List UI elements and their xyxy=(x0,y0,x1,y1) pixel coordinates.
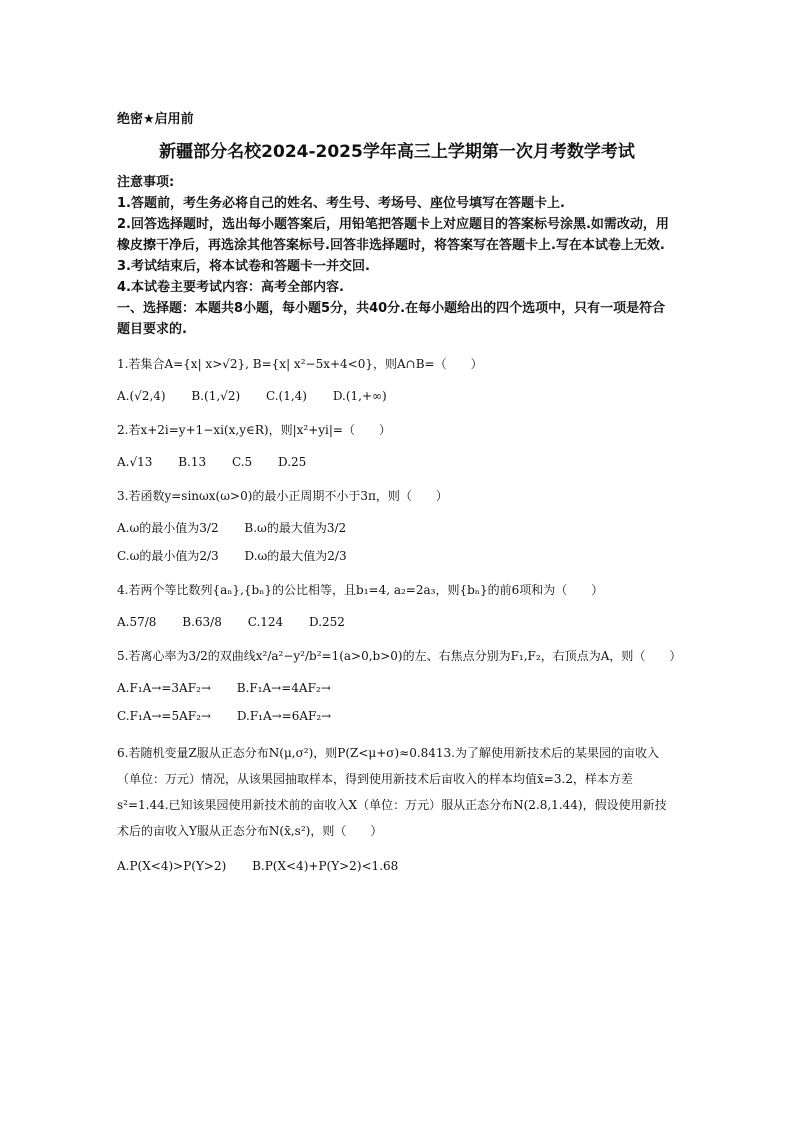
option-a: A.P(X<4)>P(Y>2) xyxy=(117,859,227,873)
question-6: 6.若随机变量Z服从正态分布N(μ,σ²)，则P(Z<μ+σ)≈0.8413.为了解使用新技术后的某果园的亩收入（单位：万元）情况，从该果园抽取样本，得到使用新技术后亩收入的样本均值x̄=3.2，样本方差s²=1.44.已知该果园使用新技术前的亩收入X（单位：万元）服从正态分布N(2.8,1.44)，假设使用新技术后的亩收入Y服从正态分布N(x̄,s²)，则（ ） xyxy=(117,746,667,838)
question-5-options-cd xyxy=(117,706,677,726)
option-a: A.F₁A→=3AF₂→ xyxy=(117,681,211,695)
question-3-options-ab xyxy=(117,518,677,538)
option-a: A.ω的最小值为3/2 xyxy=(117,521,219,535)
secret-label: 绝密★启用前 xyxy=(117,112,194,127)
note-3: 3.考试结束后，将本试卷和答题卡一并交回. xyxy=(117,259,370,274)
question-5-options-ab xyxy=(117,678,677,698)
option-a: A.√13 xyxy=(117,455,153,469)
question-1-options xyxy=(117,386,677,406)
note-1: 1.答题前，考生务必将自己的姓名、考生号、考场号、座位号填写在答题卡上. xyxy=(117,196,565,211)
section-heading: 一、选择题：本题共8小题，每小题5分，共40分.在每小题给出的四个选项中，只有一项是符合题目要求的. xyxy=(117,301,666,337)
option-d: D.25 xyxy=(278,455,307,469)
option-c: C.124 xyxy=(247,615,284,629)
option-b: B.P(X<4)+P(Y>2)<1.68 xyxy=(252,859,399,873)
question-6-options xyxy=(117,856,677,876)
option-a: A.(√2,4) xyxy=(117,389,166,403)
option-b: B.13 xyxy=(178,455,207,469)
option-c: C.F₁A→=5AF₂→ xyxy=(117,709,211,723)
option-c: C.ω的最小值为2/3 xyxy=(117,549,219,563)
question-2: 2.若x+2i=y+1−xi(x,y∈R)，则|x²+yi|=（ ） xyxy=(117,423,391,437)
option-d: D.F₁A→=6AF₂→ xyxy=(236,709,332,723)
exam-content xyxy=(117,108,682,876)
question-3: 3.若函数y=sinωx(ω>0)的最小正周期不小于3π，则（ ） xyxy=(117,489,448,503)
option-d: D.252 xyxy=(309,615,345,629)
option-b: B.F₁A→=4AF₂→ xyxy=(236,681,331,695)
note-4: 4.本试卷主要考试内容：高考全部内容. xyxy=(117,280,344,295)
question-5: 5.若离心率为3/2的双曲线x²/a²−y²/b²=1(a>0,b>0)的左、右焦点分别为F₁,F₂，右顶点为A，则（ ） xyxy=(117,649,682,663)
question-4-options xyxy=(117,612,677,632)
option-c: C.(1,4) xyxy=(265,389,307,403)
question-4: 4.若两个等比数列{aₙ},{bₙ}的公比相等，且b₁=4, a₂=2a₃，则{bₙ}的前6项和为（ ） xyxy=(117,583,604,597)
option-b: B.(1,√2) xyxy=(191,389,241,403)
option-d: D.(1,+∞) xyxy=(332,389,387,403)
question-3-options-cd xyxy=(117,546,677,566)
option-d: D.ω的最大值为2/3 xyxy=(244,549,347,563)
option-a: A.57/8 xyxy=(117,615,157,629)
question-1: 1.若集合A={x| x>√2}, B={x| x²−5x+4<0}，则A∩B=（ ） xyxy=(117,357,483,371)
note-2: 2.回答选择题时，选出每小题答案后，用铅笔把答题卡上对应题目的答案标号涂黑.如需改动，用橡皮擦干净后，再选涂其他答案标号.回答非选择题时，将答案写在答题卡上.写在本试卷上无效. xyxy=(117,217,669,253)
exam-title: 新疆部分名校2024-2025学年高三上学期第一次月考数学考试 xyxy=(159,142,635,162)
question-2-options xyxy=(117,452,677,472)
option-c: C.5 xyxy=(231,455,253,469)
option-b: B.ω的最大值为3/2 xyxy=(244,521,347,535)
notes-heading: 注意事项: xyxy=(117,175,175,190)
option-b: B.63/8 xyxy=(182,615,222,629)
